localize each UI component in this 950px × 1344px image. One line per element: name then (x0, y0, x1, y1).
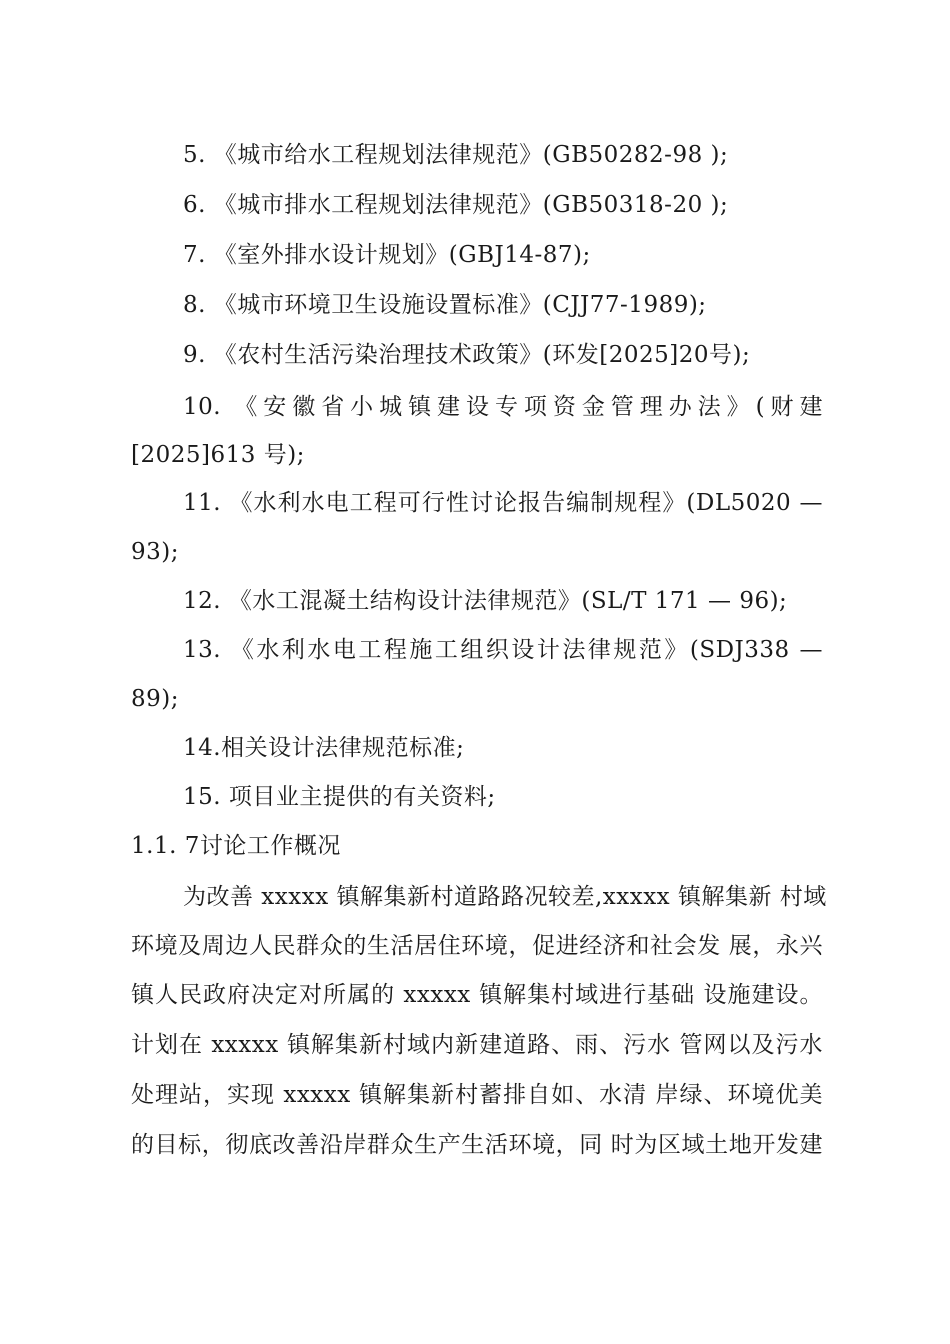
reference-item-12: 12. 《水工混凝土结构设计法律规范》(SL/T 171 — 96); (183, 588, 788, 614)
reference-item-15: 15. 项目业主提供的有关资料; (183, 784, 496, 810)
paragraph-line: 为改善 xxxxx 镇解集新村道路路况较差,xxxxx 镇解集新 村域 (183, 884, 827, 910)
paragraph-line: 的目标，彻底改善沿岸群众生产生活环境，同 时为区域土地开发建 (131, 1132, 823, 1158)
reference-item-13-line1: 13. 《水利水电工程施工组织设计法律规范》(SDJ338 — (183, 637, 823, 663)
paragraph-line: 镇人民政府决定对所属的 xxxxx 镇解集村域进行基础 设施建设。 (131, 982, 823, 1008)
reference-item-13-line2: 89); (131, 686, 179, 712)
paragraph-line: 计划在 xxxxx 镇解集新村域内新建道路、雨、污水 管网以及污水 (131, 1032, 823, 1058)
reference-item-9: 9. 《农村生活污染治理技术政策》(环发[2025]20号); (183, 342, 751, 368)
reference-item-10-line2: [2025]613 号); (131, 442, 305, 468)
reference-item-14: 14.相关设计法律规范标准; (183, 735, 465, 761)
reference-item-11-line2: 93); (131, 539, 179, 565)
section-heading: 1.1. 7讨论工作概况 (131, 833, 341, 859)
paragraph-line: 处理站，实现 xxxxx 镇解集新村蓄排自如、水清 岸绿、环境优美 (131, 1082, 823, 1108)
reference-item-6: 6. 《城市排水工程规划法律规范》(GB50318-20 ); (183, 192, 729, 218)
paragraph-line: 环境及周边人民群众的生活居住环境，促进经济和社会发 展，永兴 (131, 933, 823, 959)
reference-item-5: 5. 《城市给水工程规划法律规范》(GB50282-98 ); (183, 142, 729, 168)
reference-item-11-line1: 11. 《水利水电工程可行性讨论报告编制规程》(DL5020 — (183, 490, 823, 516)
reference-item-8: 8. 《城市环境卫生设施设置标准》(CJJ77-1989); (183, 292, 707, 318)
reference-item-7: 7. 《室外排水设计规划》(GBJ14-87); (183, 242, 591, 268)
reference-item-10-line1: 10. 《安徽省小城镇建设专项资金管理办法》(财建 (183, 394, 823, 420)
